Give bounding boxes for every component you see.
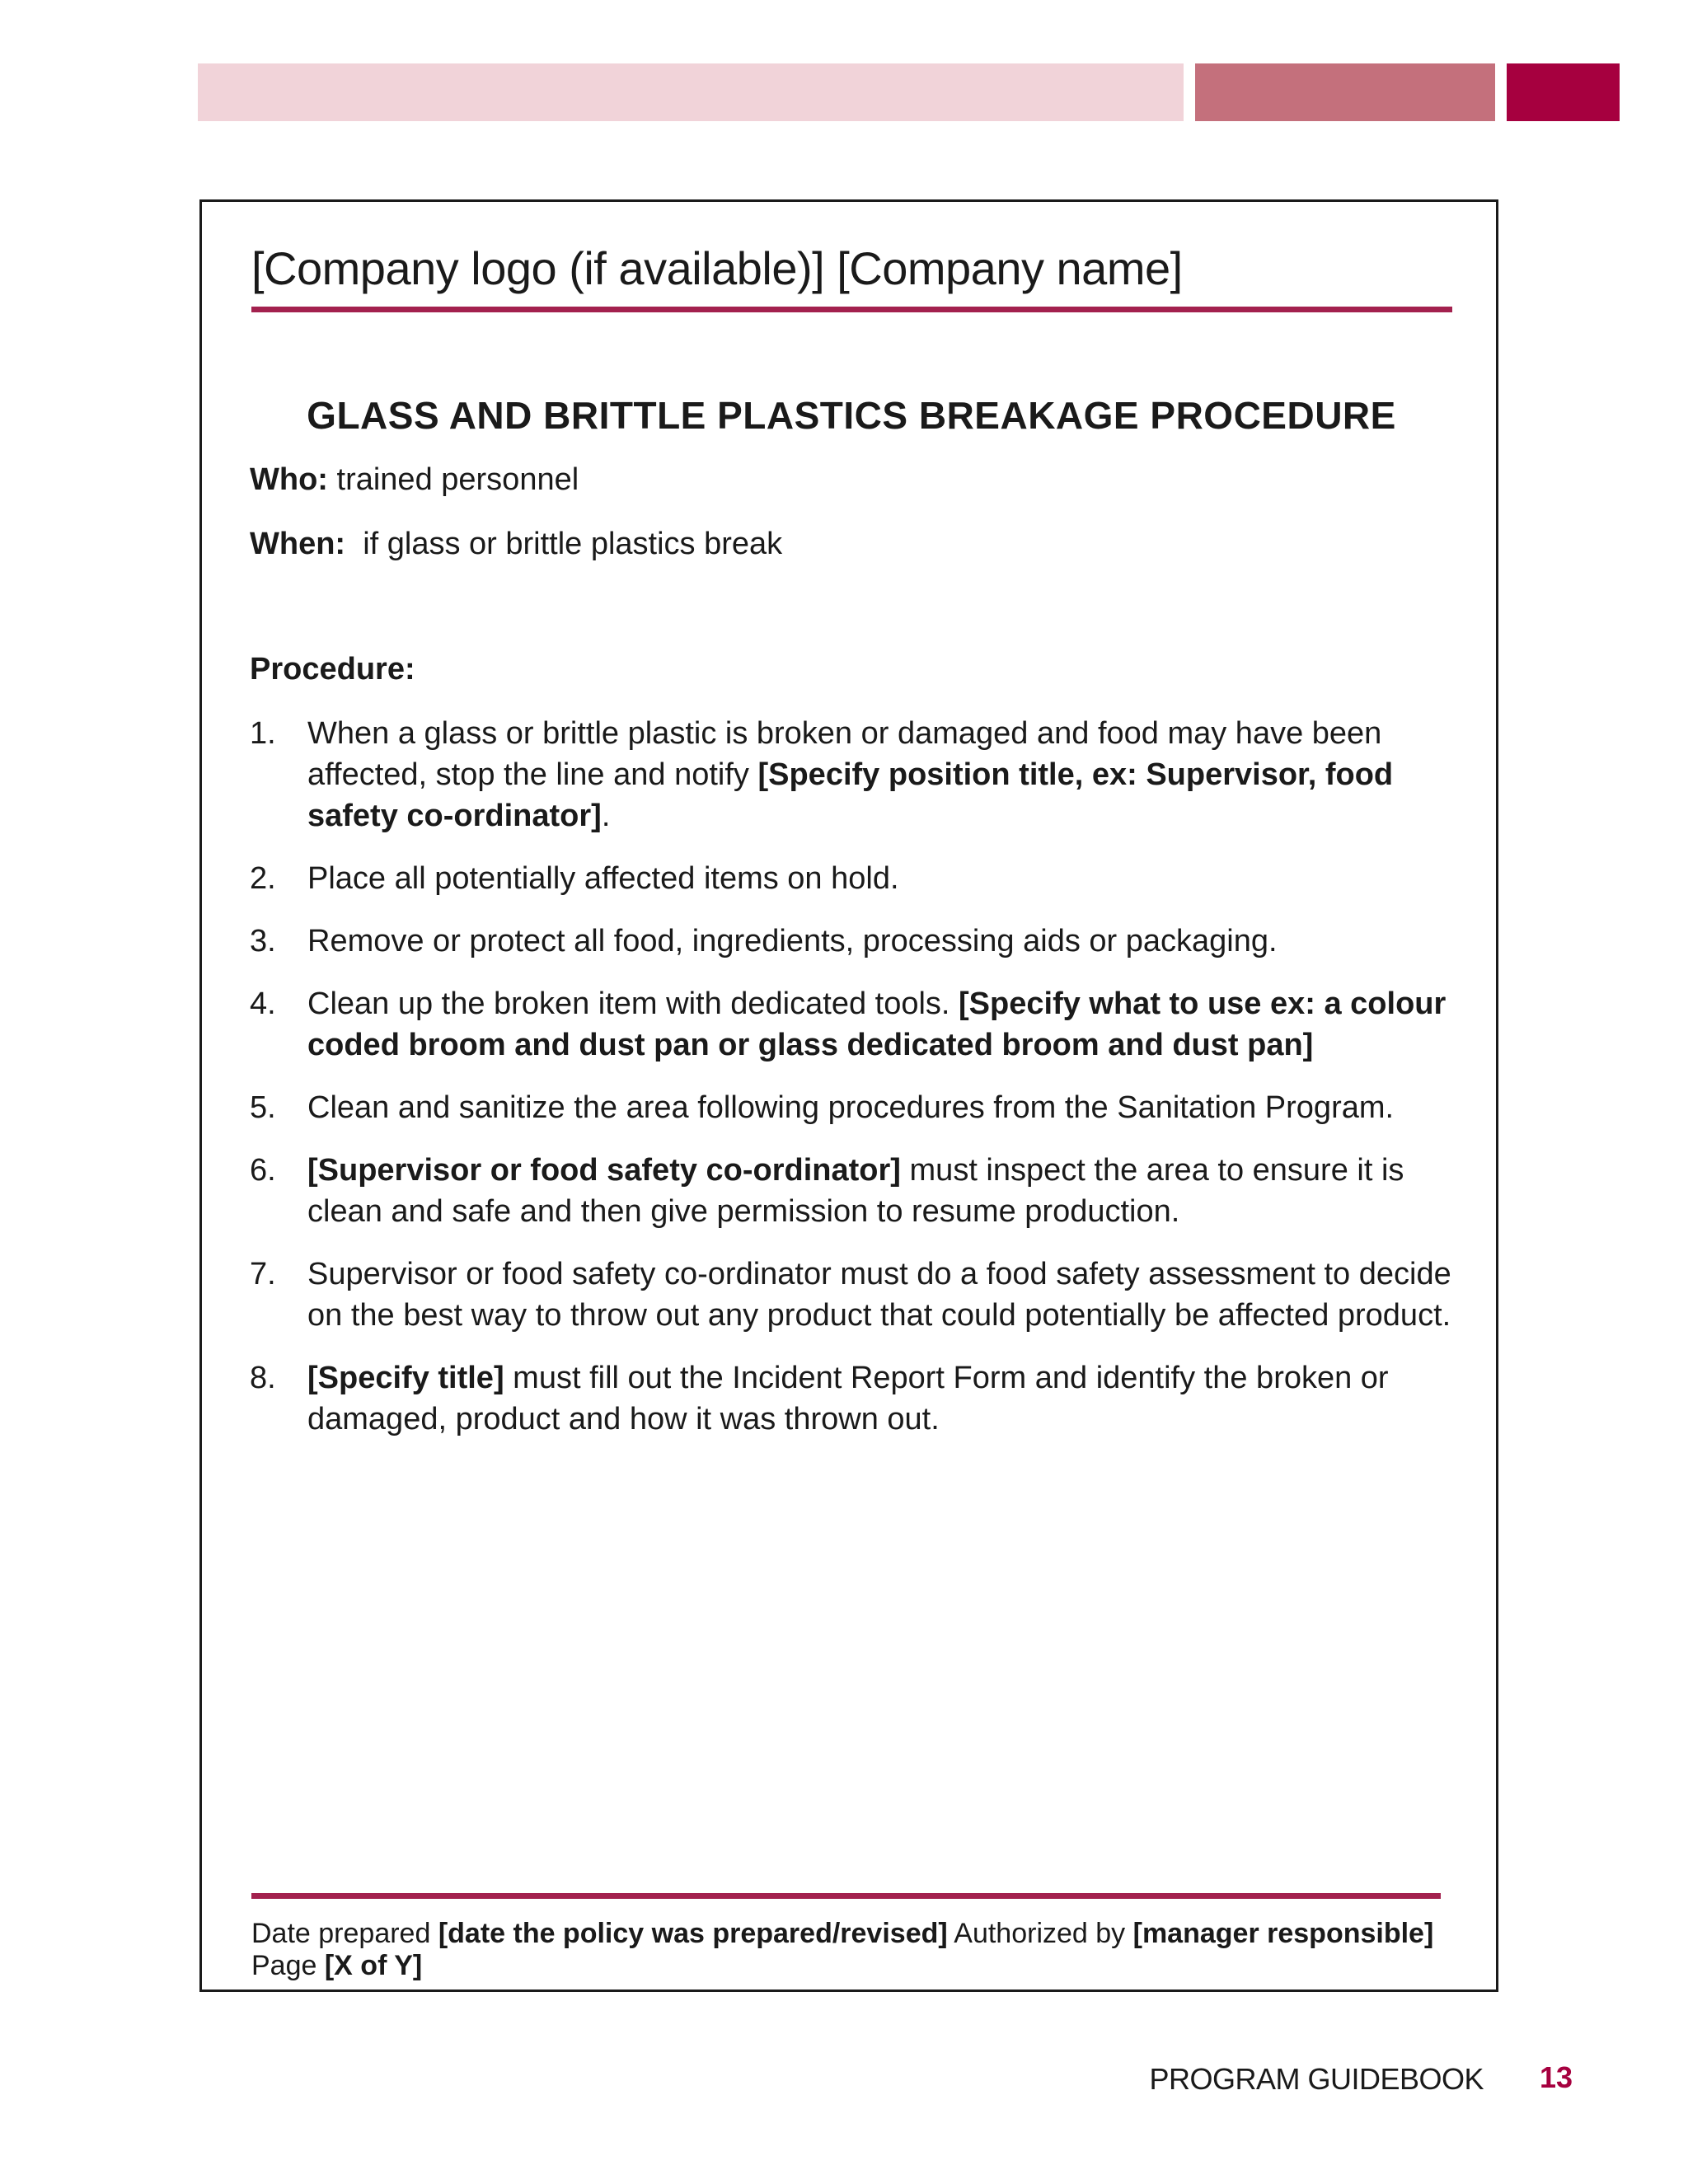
footer-rule — [251, 1893, 1441, 1899]
when-line — [250, 527, 782, 562]
step-text-part: Remove or protect all food, ingredients, processing aids or packaging. — [307, 924, 1278, 958]
list-item — [250, 713, 1470, 837]
when-value: if glass or brittle plastics break — [345, 527, 783, 561]
step-text — [307, 1357, 1470, 1440]
step-text-part: must fill out the Incident Report Form and identify the broken or damaged, product and how it was thrown out. — [307, 1361, 1389, 1436]
list-item — [250, 1357, 1470, 1440]
list-item — [250, 858, 1470, 899]
page-number: 13 — [1540, 2060, 1573, 2094]
step-text — [307, 1254, 1470, 1336]
step-placeholder: [Specify title] — [307, 1361, 504, 1395]
procedure-steps — [250, 713, 1470, 1461]
list-item — [250, 1087, 1470, 1128]
procedure-heading: Procedure: — [250, 652, 415, 687]
step-number: 3. — [250, 924, 276, 958]
document-frame — [199, 199, 1498, 1992]
step-text-part: Clean up the broken item with dedicated tools. — [307, 987, 959, 1021]
document-footer — [251, 1918, 1455, 1982]
date-label: Date prepared — [251, 1918, 438, 1949]
step-placeholder: [Specify what to use ex: a colour coded broom and dust pan or glass dedicated broom and dust pan] — [307, 987, 1447, 1062]
step-text-part: . — [601, 799, 611, 833]
step-placeholder: [Specify position title, ex: Supervisor, food safety co-ordinator] — [307, 757, 1394, 833]
step-number: 6. — [250, 1153, 276, 1188]
page-label: Page — [251, 1950, 325, 1981]
list-item — [250, 1150, 1470, 1232]
when-label: When: — [250, 527, 346, 561]
step-text — [307, 1150, 1470, 1232]
step-text-part: Place all potentially affected items on hold. — [307, 861, 899, 896]
heading-rule — [251, 307, 1452, 312]
step-placeholder: [Supervisor or food safety co-ordinator] — [307, 1153, 901, 1188]
step-text-part: Clean and sanitize the area following procedures from the Sanitation Program. — [307, 1090, 1395, 1125]
company-heading: [Company logo (if available)] [Company name] — [251, 242, 1183, 294]
step-text — [307, 983, 1470, 1066]
step-number: 2. — [250, 861, 276, 896]
step-text — [307, 921, 1470, 962]
header-bar-mid — [1195, 63, 1495, 121]
step-number: 7. — [250, 1257, 276, 1291]
step-text — [307, 858, 1470, 899]
document-title: GLASS AND BRITTLE PLASTICS BREAKAGE PROCEDURE — [307, 394, 1396, 437]
step-text-part: must inspect the area to ensure it is clean and safe and then give permission to resume production. — [307, 1153, 1404, 1229]
who-label: Who: — [250, 462, 328, 497]
step-number: 4. — [250, 987, 276, 1021]
list-item — [250, 1254, 1470, 1336]
page-value: [X of Y] — [324, 1950, 423, 1981]
list-item — [250, 921, 1470, 962]
step-number: 1. — [250, 716, 276, 751]
step-number: 8. — [250, 1361, 276, 1395]
who-line — [250, 462, 579, 498]
authorized-value: [manager responsible] — [1132, 1918, 1434, 1949]
date-value: [date the policy was prepared/revised] — [438, 1918, 948, 1949]
header-bar-light — [198, 63, 1184, 121]
step-text — [307, 713, 1470, 837]
step-text-part: When a glass or brittle plastic is broken or damaged and food may have been affected, stop the line and notify — [307, 716, 1382, 792]
list-item — [250, 983, 1470, 1066]
guidebook-label: PROGRAM GUIDEBOOK — [1149, 2062, 1484, 2096]
step-number: 5. — [250, 1090, 276, 1125]
step-text — [307, 1087, 1470, 1128]
who-value: trained personnel — [327, 462, 579, 497]
header-bar-dark — [1507, 63, 1620, 121]
step-text-part: Supervisor or food safety co-ordinator must do a food safety assessment to decide on the best way to throw out any product that could potentially be affected product. — [307, 1257, 1451, 1333]
authorized-label: Authorized by — [947, 1918, 1133, 1949]
